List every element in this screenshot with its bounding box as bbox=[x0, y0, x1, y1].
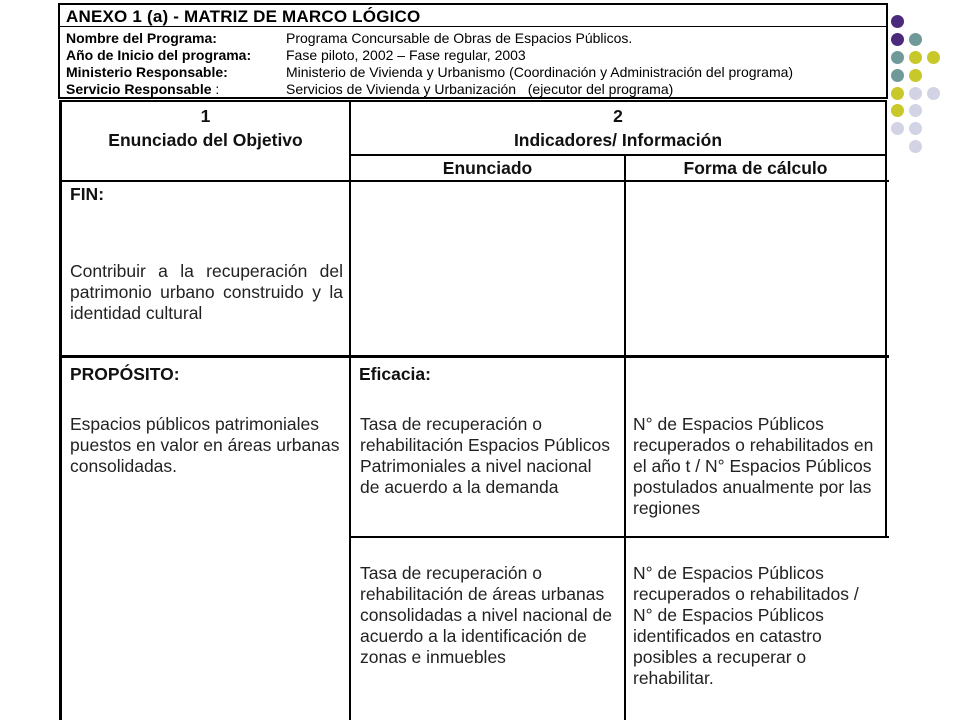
page-title: ANEXO 1 (a) - MATRIZ DE MARCO LÓGICO bbox=[66, 7, 421, 26]
label-servicio-text: Servicio Responsable bbox=[66, 81, 212, 97]
table-border-right bbox=[885, 100, 887, 538]
indicator-1-enunciado: Tasa de recuperación o rehabilitación Espacios Públicos Patrimoniales a nivel nacional de acuerdo a la demanda bbox=[360, 414, 610, 497]
label-ministerio: Ministerio Responsable: bbox=[66, 64, 228, 80]
table-divider-header-bottom bbox=[59, 180, 889, 182]
fin-label: FIN: bbox=[70, 184, 105, 204]
value-servicio: Servicios de Vivienda y Urbanización (ejecutor del programa) bbox=[286, 81, 674, 97]
col2-sub-enunciado: Enunciado bbox=[442, 158, 533, 178]
col2-sub-forma-calculo: Forma de cálculo bbox=[683, 158, 828, 178]
table-divider-subheader bbox=[350, 154, 887, 156]
table-divider-col1 bbox=[349, 100, 351, 720]
col1-number: 1 bbox=[200, 106, 211, 126]
value-nombre-programa: Programa Concursable de Obras de Espacios Públicos. bbox=[286, 30, 633, 46]
table-divider-col2 bbox=[624, 155, 626, 720]
label-servicio bbox=[66, 81, 219, 97]
table-border-top bbox=[59, 100, 887, 102]
proposito-label: PROPÓSITO: bbox=[70, 364, 180, 384]
label-servicio-colon: : bbox=[211, 81, 220, 97]
indicator-1-formula: N° de Espacios Públicos recuperados o rehabilitados en el año t / N° Espacios Públicos postulados anualmente por las regiones bbox=[633, 414, 874, 518]
label-nombre-programa: Nombre del Programa: bbox=[66, 30, 217, 46]
header-title-row bbox=[60, 5, 886, 27]
table-divider-indicator bbox=[349, 536, 889, 538]
table-border-left bbox=[59, 100, 62, 720]
program-header bbox=[58, 3, 888, 99]
indicator-2-formula: N° de Espacios Públicos recuperados o rehabilitados / N° de Espacios Públicos identificados en catastro posibles a recuperar o rehabilitar. bbox=[633, 563, 859, 688]
eficacia-label: Eficacia: bbox=[359, 364, 431, 384]
value-ministerio: Ministerio de Vivienda y Urbanismo (Coordinación y Administración del programa) bbox=[286, 64, 794, 80]
proposito-text: Espacios públicos patrimoniales puestos en valor en áreas urbanas consolidadas. bbox=[70, 414, 340, 476]
table-divider-fin-bottom bbox=[59, 355, 889, 358]
indicator-2-enunciado: Tasa de recuperación o rehabilitación de áreas urbanas consolidadas a nivel nacional de acuerdo a la identificación de zonas e inmuebles bbox=[360, 563, 612, 667]
col2-title: Indicadores/ Información bbox=[513, 130, 723, 150]
col2-number: 2 bbox=[613, 106, 623, 126]
value-anio-inicio: Fase piloto, 2002 – Fase regular, 2003 bbox=[286, 47, 526, 63]
label-anio-inicio: Año de Inicio del programa: bbox=[66, 47, 252, 63]
col1-title: Enunciado del Objetivo bbox=[108, 130, 303, 150]
fin-text: Contribuir a la recuperación del patrimonio urbano construido y la identidad cultural bbox=[70, 261, 343, 323]
